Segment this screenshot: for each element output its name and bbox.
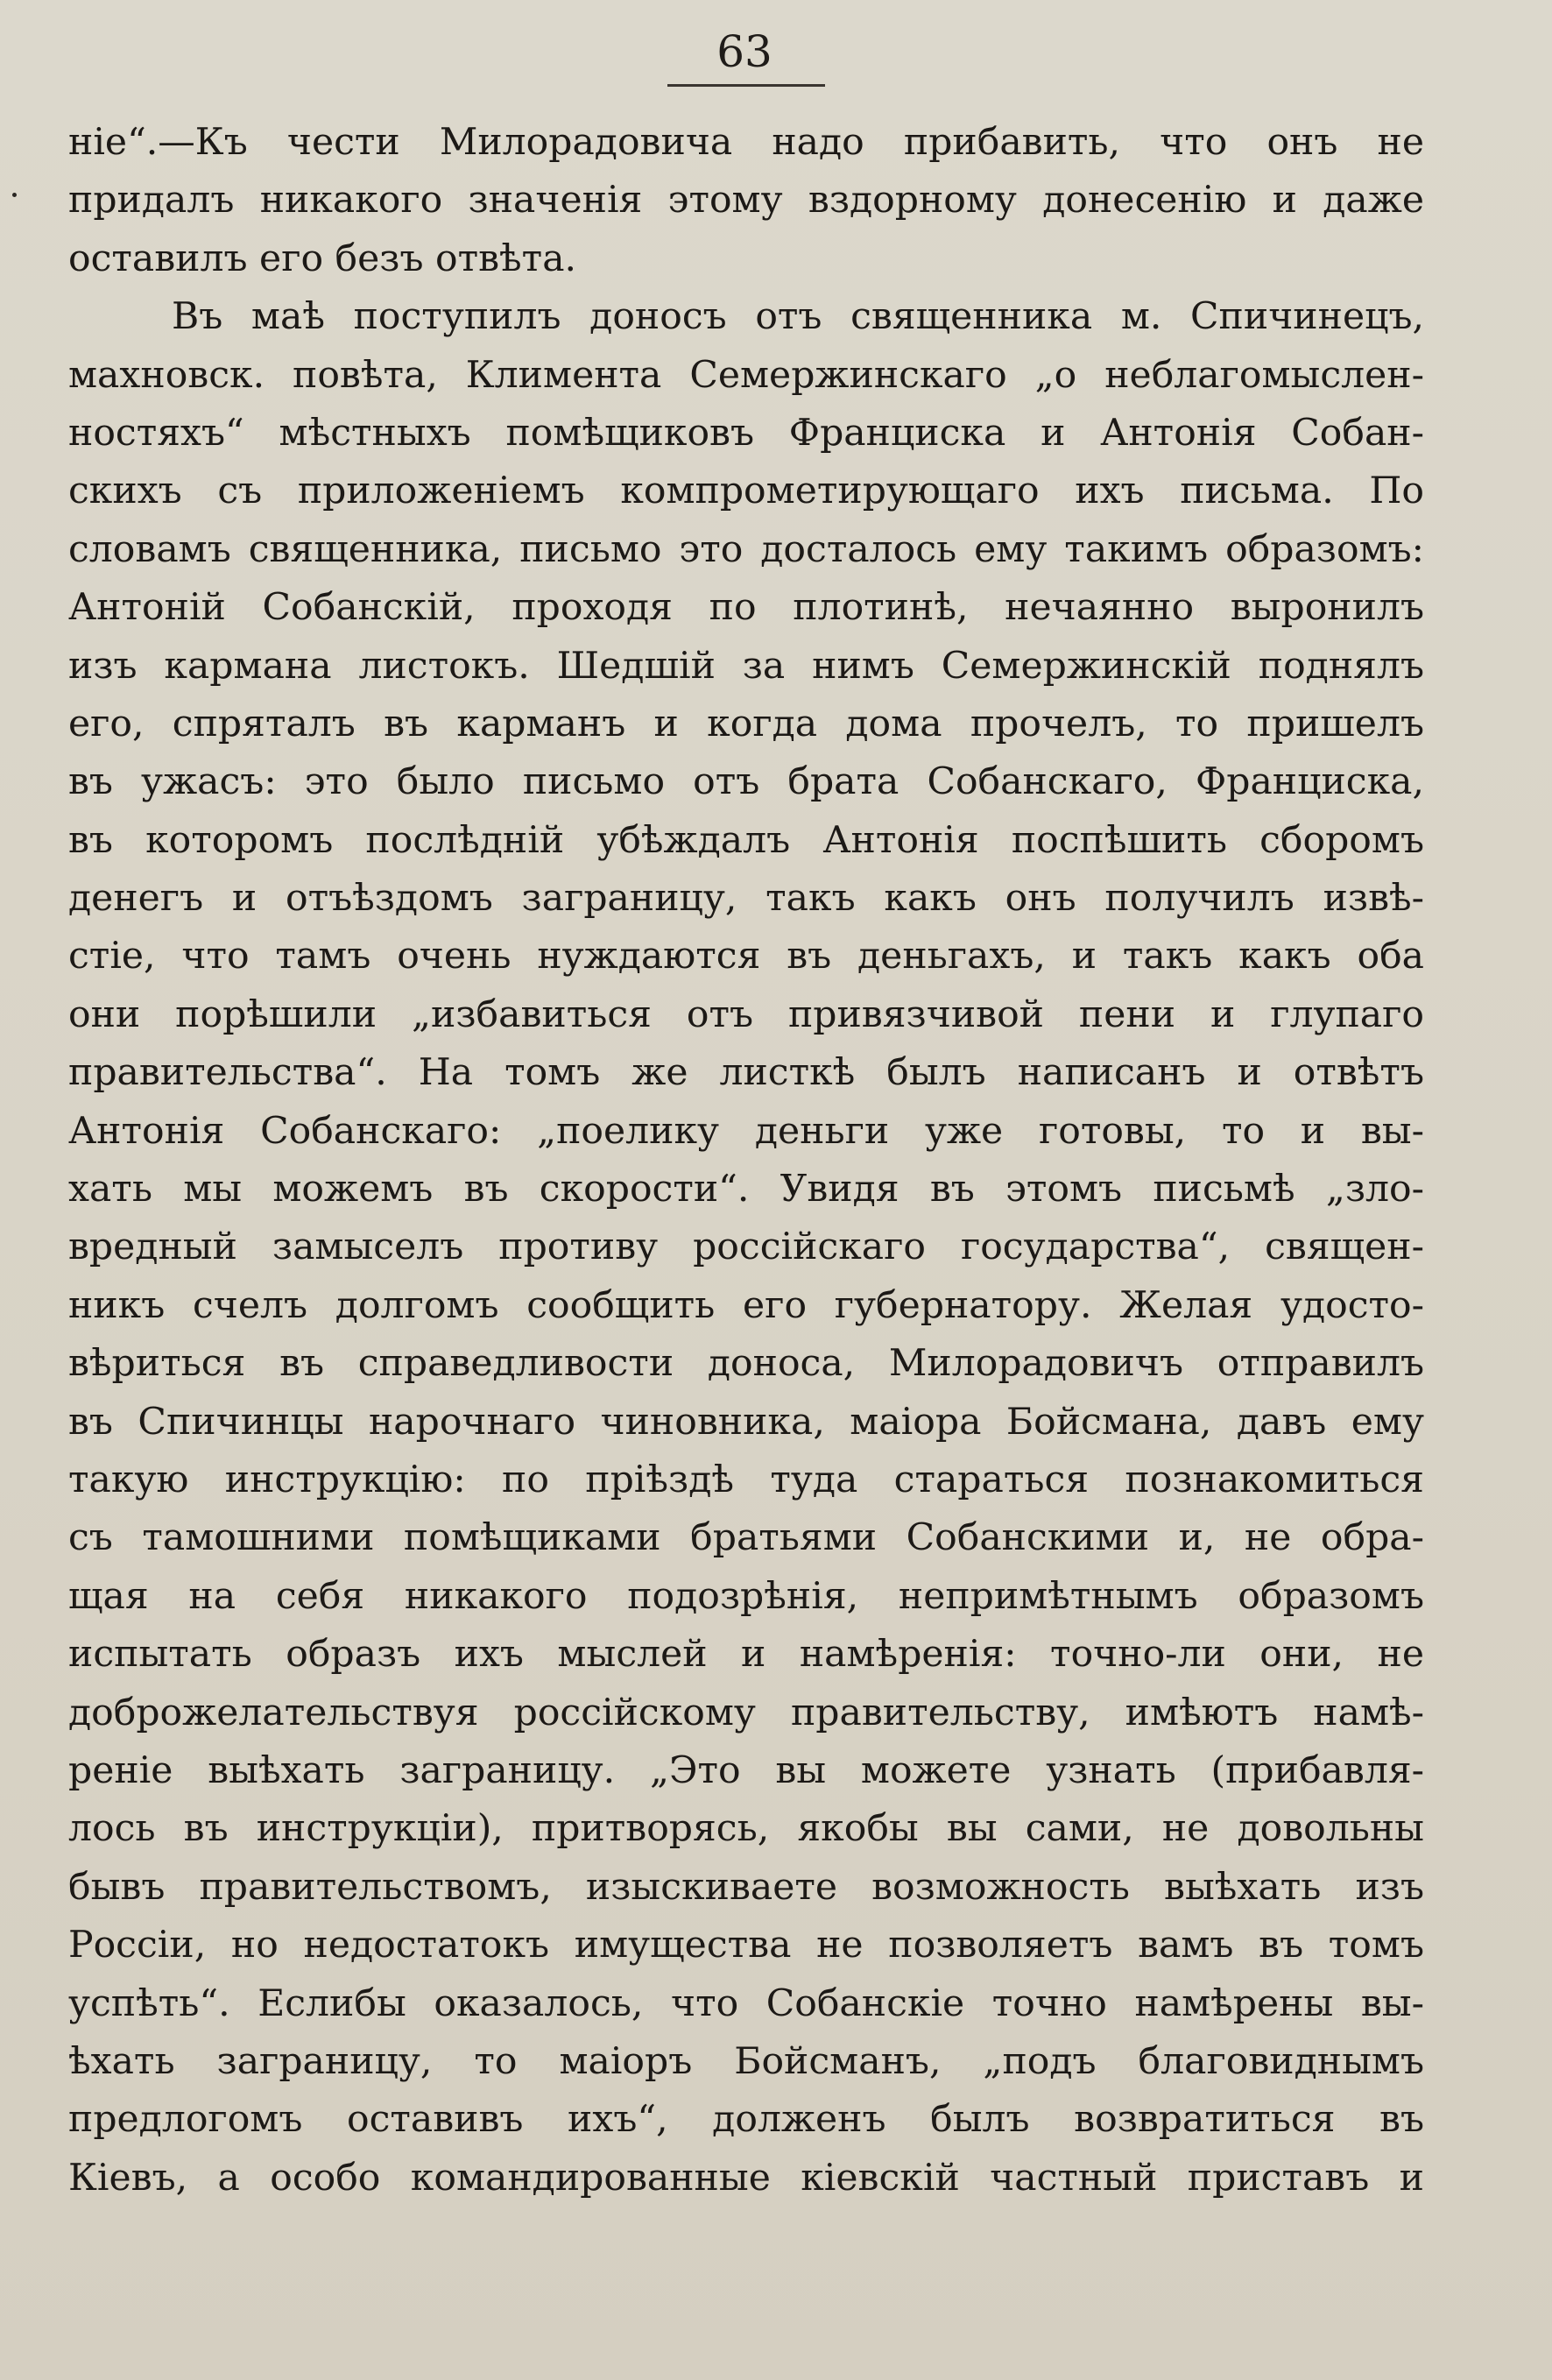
margin-speck <box>12 193 17 197</box>
text-line: Россіи, но недостатокъ имущества не позволяетъ вамъ въ томъ <box>68 1924 1424 1967</box>
text-line: денегъ и отъѣздомъ заграницу, такъ какъ онъ получилъ извѣ- <box>68 877 1424 921</box>
paragraph-start-line: Въ маѣ поступилъ доносъ отъ священника м. Спичинецъ, <box>172 295 1424 339</box>
text-line: такую инструкцію: по пріѣздѣ туда стараться познакомиться <box>68 1458 1424 1501</box>
text-line: предлогомъ оставивъ ихъ“, долженъ былъ возвратиться въ <box>68 2098 1424 2142</box>
text-line: успѣть“. Еслибы оказалось, что Собанскіе точно намѣрены вы- <box>68 1981 1424 2025</box>
text-line: съ тамошними помѣщиками братьями Собанскими и, не обра- <box>68 1516 1424 1560</box>
text-line: стіе, что тамъ очень нуждаются въ деньгахъ, и такъ какъ оба <box>68 935 1424 978</box>
text-line: ѣхать заграницу, то маіоръ Бойсманъ, „подъ благовиднымъ <box>68 2039 1424 2083</box>
text-line: вѣриться въ справедливости доноса, Милорадовичъ отправилъ <box>68 1342 1424 1386</box>
text-line: словамъ священника, письмо это досталось ему такимъ образомъ: <box>68 527 1424 571</box>
body-text <box>68 114 1424 2207</box>
text-line: вредный замыселъ противу россійскаго государства“, священ- <box>68 1225 1424 1269</box>
text-line: Кіевъ, а особо командированные кіевскій частный приставъ и <box>68 2156 1424 2200</box>
text-line: доброжелательствуя россійскому правительству, имѣютъ намѣ- <box>68 1691 1424 1734</box>
text-line: никъ счелъ долгомъ сообщить его губернатору. Желая удосто- <box>68 1283 1424 1327</box>
text-line: реніе выѣхать заграницу. „Это вы можете узнать (прибавля- <box>68 1748 1424 1792</box>
text-line: придалъ никакого значенія этому вздорному донесенію и даже <box>68 179 1424 222</box>
text-line: его, спряталъ въ карманъ и когда дома прочелъ, то пришелъ <box>68 702 1424 745</box>
text-line: махновск. повѣта, Климента Семержинскаго „о неблагомыслен- <box>68 353 1424 397</box>
header-rule <box>667 84 825 87</box>
text-line: хать мы можемъ въ скорости“. Увидя въ этомъ письмѣ „зло- <box>68 1168 1424 1211</box>
text-line: въ Спичинцы нарочнаго чиновника, маіора Бойсмана, давъ ему <box>68 1400 1424 1444</box>
text-line: правительства“. На томъ же листкѣ былъ написанъ и отвѣтъ <box>68 1051 1424 1095</box>
text-line: изъ кармана листокъ. Шедшій за нимъ Семержинскій поднялъ <box>68 644 1424 688</box>
text-line: въ ужасъ: это было письмо отъ брата Собанскаго, Франциска, <box>68 760 1424 804</box>
text-line: ніе“.—Къ чести Милорадовича надо прибавить, что онъ не <box>68 121 1424 164</box>
text-line: Антоній Собанскій, проходя по плотинѣ, нечаянно выронилъ <box>68 586 1424 630</box>
text-line: они порѣшили „избавиться отъ привязчивой пени и глупаго <box>68 992 1424 1036</box>
text-line: Антонія Собанскаго: „поелику деньги уже готовы, то и вы- <box>68 1109 1424 1153</box>
text-line: скихъ съ приложеніемъ компрометирующаго ихъ письма. По <box>68 470 1424 513</box>
text-line: испытать образъ ихъ мыслей и намѣренія: точно-ли они, не <box>68 1633 1424 1677</box>
page-number: 63 <box>716 26 772 77</box>
text-line: лось въ инструкціи), притворясь, якобы вы сами, не довольны <box>68 1807 1424 1851</box>
text-line: щая на себя никакого подозрѣнія, непримѣтнымъ образомъ <box>68 1574 1424 1618</box>
text-line: въ которомъ послѣдній убѣждалъ Антонія поспѣшить сборомъ <box>68 818 1424 862</box>
text-line: оставилъ его безъ отвѣта. <box>68 237 577 280</box>
text-line: ностяхъ“ мѣстныхъ помѣщиковъ Франциска и Антонія Собан- <box>68 411 1424 455</box>
text-line: бывъ правительствомъ, изыскиваете возможность выѣхать изъ <box>68 1865 1424 1909</box>
